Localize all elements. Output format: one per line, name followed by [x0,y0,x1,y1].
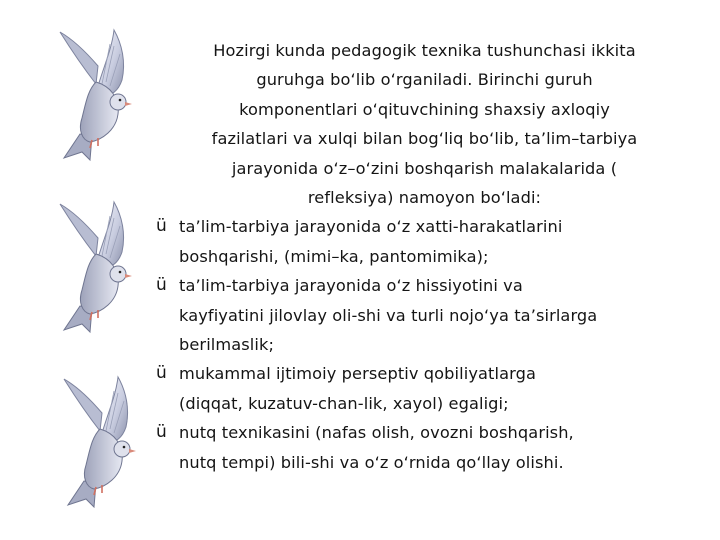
intro-line: refleksiya) namoyon bo‘ladi: [307,188,542,208]
checkmark-icon: ü [156,275,167,296]
dove-icon [52,26,142,166]
bullet-line: (diqqat, kuzatuv-chan-lik, xayol) egaligi; [179,393,509,413]
intro-line: komponentlari o‘qituvchining shaxsiy axloqiy [239,99,610,119]
bullet-line: nutq tempi) bili-shi va o‘z o‘rnida qo‘llay olishi. [179,452,564,472]
list-item [152,212,697,271]
bullet-line: boshqarishi, (mimi–ka, pantomimika); [179,246,489,266]
checkmark-icon: ü [156,216,167,237]
slide-content [152,36,697,477]
bullet-line: ta’lim-tarbiya jarayonida o‘z xatti-harakatlarini [179,217,563,237]
checkmark-icon: ü [156,363,167,384]
intro-line: Hozirgi kunda pedagogik texnika tushunchasi ikkita [213,41,636,60]
bullet-line: nutq texnikasini (nafas olish, ovozni boshqarish, [179,423,574,443]
dove-icon [52,198,142,338]
bullet-line: kayfiyatini jilovlay oli-shi va turli nojo‘ya ta’sirlarga [179,305,598,325]
bullet-list [152,212,697,477]
list-item [152,271,697,359]
bullet-line: ta’lim-tarbiya jarayonida o‘z hissiyotini va [179,276,523,296]
bullet-line: mukammal ijtimoiy perseptiv qobiliyatlarga [179,364,536,384]
intro-line: fazilatlari va xulqi bilan bog‘liq bo‘lib, ta’lim–tarbiya [211,129,638,149]
intro-line: guruhga bo‘lib o‘rganiladi. Birinchi guruh [256,70,593,90]
list-item [152,359,697,418]
intro-line: jarayonida o‘z–o‘zini boshqarish malakalarida ( [231,158,618,178]
dove-icon [56,373,146,513]
list-item [152,418,697,477]
intro-paragraph [152,36,697,212]
bullet-line: berilmaslik; [179,335,275,355]
checkmark-icon: ü [156,422,167,443]
